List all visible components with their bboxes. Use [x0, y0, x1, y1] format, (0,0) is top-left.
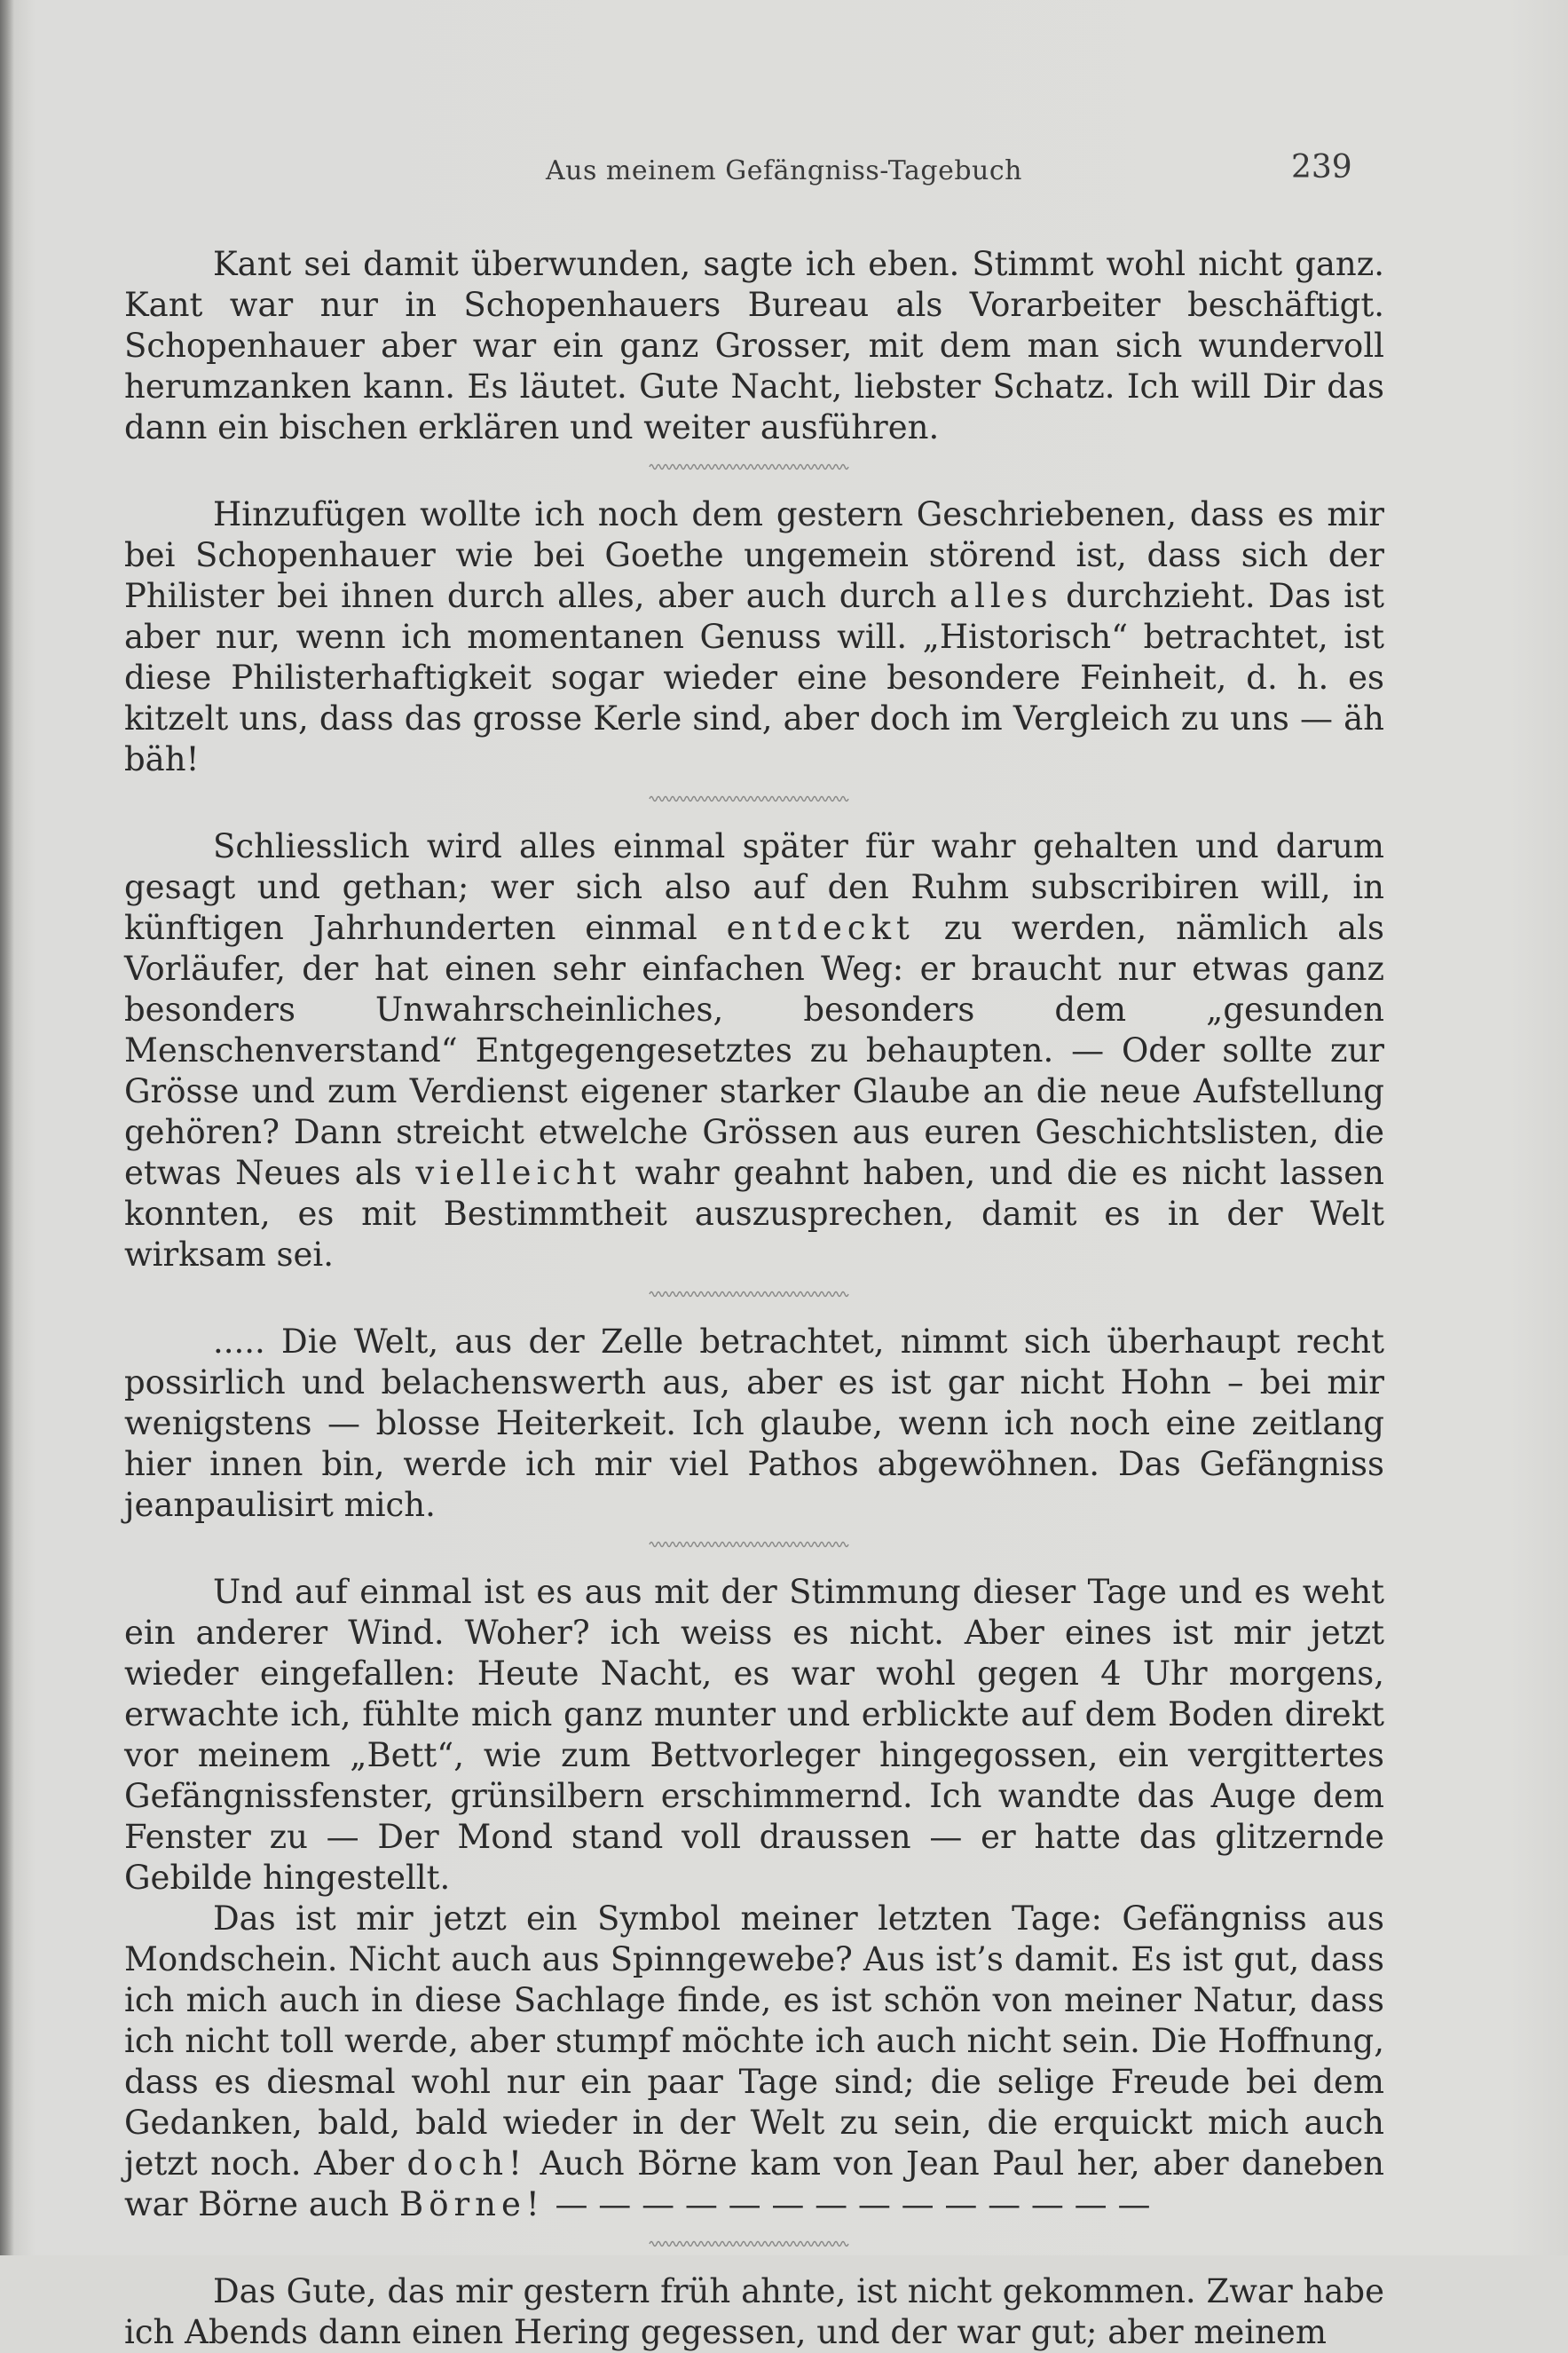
wavy-rule-icon	[648, 1288, 852, 1300]
text-run: Das Gute, das mir gestern früh ahnte, ist nicht gekommen. Zwar habe ich Abends dann einen Hering gegessen, und der war gut; aber meinem	[124, 2272, 1384, 2351]
text-run: Und auf einmal ist es aus mit der Stimmung dieser Tage und es weht ein anderer Wind. Woher? ich weiss es nicht. Aber eines ist mir jetzt wieder eingefallen: Heute Nacht, es war wohl gegen 4 Uhr morgens, erwachte ich, fühlte mich ganz munter und erblickte auf dem Boden direkt vor meinem „Bett“, wie zum Bettvorleger hingegossen, ein vergittertes Gefängnissfenster, grünsilbern erschimmernd. Ich wandte das Auge dem Fenster zu — Der Mond stand voll draussen — er hatte das glitzernde Gebilde hingestellt.	[124, 1573, 1384, 1897]
wavy-rule-icon	[648, 2238, 852, 2250]
text-run: durchzieht. Das ist aber nur, wenn ich momentanen Genuss will. „Historisch“ betrachtet, ist diese Philisterhaftigkeit sogar wieder eine besondere Feinheit, d. h. es kitzelt uns, dass das grosse Kerle sind, aber doch im Vergleich zu uns — äh bäh!	[124, 577, 1384, 778]
wavy-rule-icon	[648, 461, 852, 473]
text-run: wahr geahnt haben, und die es nicht lassen konnten, es mit Bestimmtheit auszusprechen, damit es in der Welt wirksam sei.	[124, 1154, 1384, 1274]
text-run: Schliesslich wird alles einmal später für wahr gehalten und darum gesagt und gethan; wer sich also auf den Ruhm subscribiren will, in künftigen Jahrhunderten einmal	[124, 827, 1384, 947]
paragraph	[124, 244, 1384, 448]
running-title: Aus meinem Gefängniss-Tagebuch	[546, 155, 1022, 186]
separator	[124, 1275, 1384, 1322]
separator	[124, 448, 1384, 494]
paragraph	[124, 826, 1384, 1275]
emphasis-spaced-text: alles	[949, 577, 1053, 615]
text-run: Das ist mir jetzt ein Symbol meiner letzten Tage: Gefängniss aus Mondschein. Nicht auch aus Spinngewebe? Aus ist’s damit. Es ist gut, dass ich mich auch in diese Sachlage finde, es ist schön von meiner Natur, dass ich nicht toll werde, aber stumpf möchte ich auch nicht sein. Die Hoffnung, dass es diesmal wohl nur ein paar Tage sind; die selige Freude bei dem Gedanken, bald, bald wieder in der Welt zu sein, die erquickt mich auch jetzt noch. Aber	[124, 1899, 1384, 2183]
text-run: Hinzufügen wollte ich noch dem gestern Geschriebenen, dass es mir bei Schopenhauer wie bei Goethe ungemein störend ist, dass sich der Philister bei ihnen durch alles, aber auch durch	[124, 495, 1384, 615]
text-run: Auch Börne kam von Jean Paul her, aber daneben war Börne auch	[124, 2144, 1384, 2223]
wavy-rule-icon	[648, 793, 852, 805]
emphasis-spaced-text: vielleicht	[415, 1154, 621, 1192]
separator	[124, 2225, 1384, 2271]
paragraph	[124, 2271, 1384, 2353]
separator	[124, 1526, 1384, 1572]
text-run: Kant sei damit überwunden, sagte ich eben. Stimmt wohl nicht ganz. Kant war nur in Schopenhauers Bureau als Vorarbeiter beschäftigt. Schopenhauer aber war ein ganz Grosser, mit dem man sich wundervoll herumzanken kann. Es läutet. Gute Nacht, liebster Schatz. Ich will Dir das dann ein bischen erklären und weiter ausführen.	[124, 245, 1384, 446]
page-number: 239	[1291, 149, 1352, 186]
text-run: ..... Die Welt, aus der Zelle betrachtet, nimmt sich überhaupt recht possirlich und belachenswerth aus, aber es ist gar nicht Hohn – bei mir wenigstens — blosse Heiterkeit. Ich glaube, wenn ich noch eine zeitlang hier innen bin, werde ich mir viel Pathos abgewöhnen. Das Gefängniss jeanpaulisirt mich.	[124, 1323, 1384, 1524]
emphasis-spaced-text: doch!	[406, 2144, 527, 2183]
wavy-rule-icon	[648, 1538, 852, 1551]
text-run: — — — — — — — — — — — — — —	[544, 2185, 1151, 2223]
paragraph	[124, 1322, 1384, 1526]
text-run: zu werden, nämlich als Vorläufer, der hat einen sehr einfachen Weg: er braucht nur etwas ganz besonders Unwahrscheinliches, besonders dem „gesunden Menschenverstand“ Entgegengesetztes zu behaupten. — Oder sollte zur Grösse und zum Verdienst eigener starker Glaube an die neue Aufstellung gehören? Dann streicht etwelche Grössen aus euren Geschichtslisten, die etwas Neues als	[124, 909, 1384, 1192]
separator	[124, 780, 1384, 826]
emphasis-spaced-text: entdeckt	[726, 909, 915, 947]
emphasis-spaced-text: Börne!	[399, 2185, 545, 2223]
paragraph	[124, 494, 1384, 780]
paragraph	[124, 1572, 1384, 1899]
paragraph	[124, 1899, 1384, 2225]
body-text	[124, 244, 1384, 2353]
